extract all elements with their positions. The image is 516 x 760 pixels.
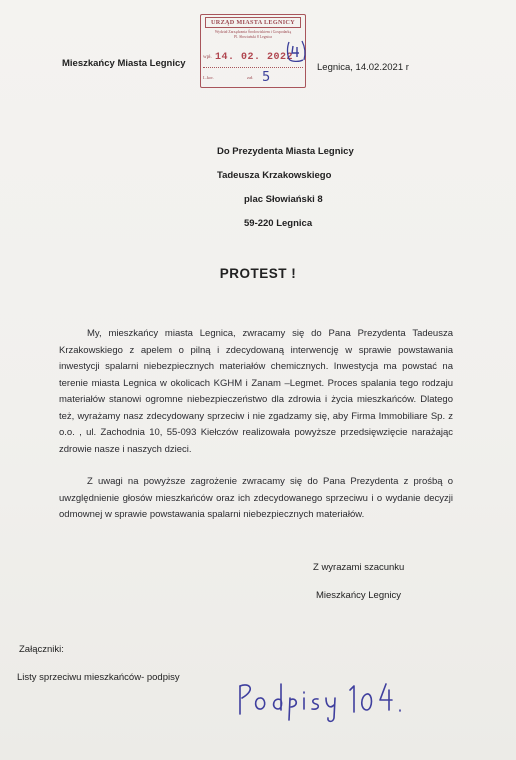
stamp-divider [203,67,303,68]
handwritten-signatures-note [234,663,414,726]
body-paragraph-1: My, mieszkańcy miasta Legnica, zwracamy się do Pana Prezydenta Tadeusza Krzakowskiego z apelem o pilną i zdecydowaną interwencję w sprawie powstawania inwestycji spalarni niebezpiecznych materiałów chemicznych. Inwestycja ma powstać na terenie miasta Legnica w okolicach KGHM i Zanam –Legmet. Proces spalania tego rodzaju materiałów stanowi ogromne niebezpieczeństwo dla zdrowia i życia mieszkańców. Dlatego też, wyrażamy nasz zdecydowany sprzeciw i nie zgadzamy się, aby Firma Immobiliare Sp. z o.o. , ul. Zachodnia 10, 55-093 Kiełczów realizowała powyższe przedsięwzięcie narażając zdrowie nasze i naszych dzieci. [59,328,453,455]
stamp-attachments-label: zał. [247,75,254,80]
handwritten-number-4 [286,38,308,64]
stamp-received-label: wpł. [203,55,212,60]
body-paragraph-2: Z uwagi na powyższe zagrożenie zwracamy się do Pana Prezydenta z prośbą o uwzględnienie głosów mieszkańców oraz ich zdecydowanego sprzeciwu i o wydanie decyzji odmownej w sprawie powstawania spalarni niebezpiecznych materiałów. [59,476,453,520]
sender-name: Mieszkańcy Miasta Legnicy [62,58,186,69]
recipient-line-1: Do Prezydenta Miasta Legnicy [217,146,354,157]
recipient-line-3: plac Słowiański 8 [244,194,323,205]
recipient-line-2: Tadeusza Krzakowskiego [217,170,332,181]
stamp-title: URZĄD MIASTA LEGNICY [205,17,301,28]
closing-greeting: Z wyrazami szacunku [313,562,405,573]
stamp-address: Pl. Słowiański 8 Legnica [234,35,272,39]
document-title: PROTEST ! [219,266,297,281]
stamp-department: Wydział Zarządzania Środowiskiem i Gospodarką [214,30,292,34]
place-and-date: Legnica, 14.02.2021 r [317,62,409,73]
handwritten-note: 5 [262,70,271,85]
attachment-item: Listy sprzeciwu mieszkańców- podpisy [17,672,180,683]
stamp-correspondence-label: L.kor. [203,75,214,80]
recipient-line-4: 59-220 Legnica [244,218,313,229]
handwritten-signatures-text: Podpisy 104. [234,663,327,680]
stamp-date: 14. 02. 2022 [215,52,294,63]
attachments-label: Załączniki: [19,644,64,655]
closing-signature: Mieszkańcy Legnicy [316,590,402,601]
